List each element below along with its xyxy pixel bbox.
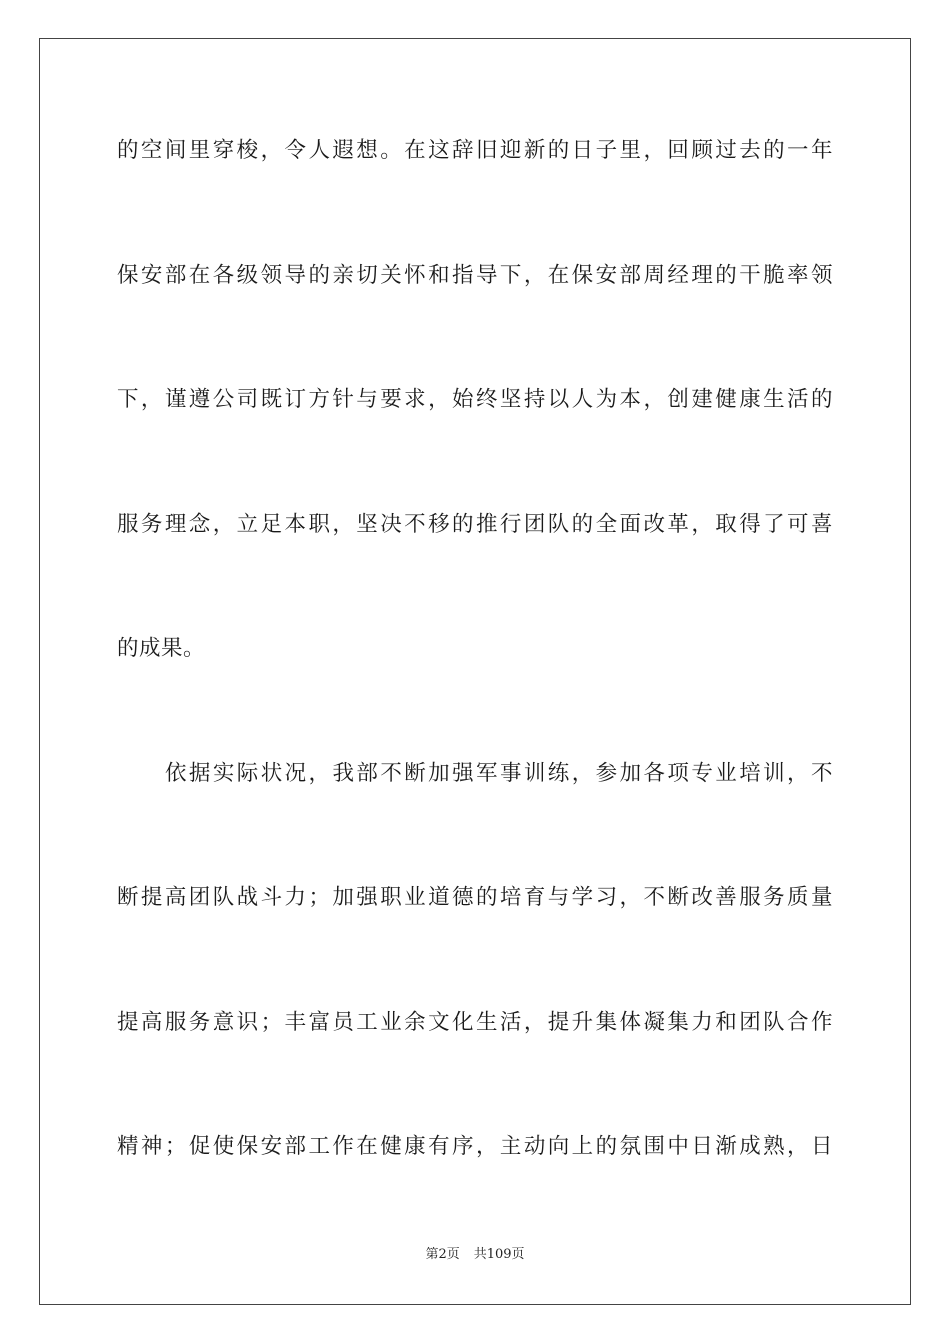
page-footer	[0, 1246, 950, 1264]
text-line: 精神；促使保安部工作在健康有序，主动向上的氛围中日渐成熟，日	[117, 1134, 833, 1159]
text-line: 的空间里穿梭，令人遐想。在这辞旧迎新的日子里，回顾过去的一年	[117, 138, 833, 163]
page-border	[39, 38, 911, 1305]
page-total: 共109页	[473, 1247, 525, 1262]
text-line: 保安部在各级领导的亲切关怀和指导下，在保安部周经理的干脆率领	[117, 263, 833, 288]
paragraph-first-line: 依据实际状况，我部不断加强军事训练，参加各项专业培训，不	[165, 761, 833, 786]
text-line: 下，谨遵公司既订方针与要求，始终坚持以人为本，创建健康生活的	[117, 387, 833, 412]
text-line: 提高服务意识；丰富员工业余文化生活，提升集体凝集力和团队合作	[117, 1010, 833, 1035]
text-line: 断提高团队战斗力；加强职业道德的培育与学习，不断改善服务质量	[117, 885, 833, 910]
page-number: 第2页	[425, 1247, 460, 1262]
text-line: 服务理念，立足本职，坚决不移的推行团队的全面改革，取得了可喜	[117, 512, 833, 537]
text-line: 的成果。	[117, 636, 206, 661]
